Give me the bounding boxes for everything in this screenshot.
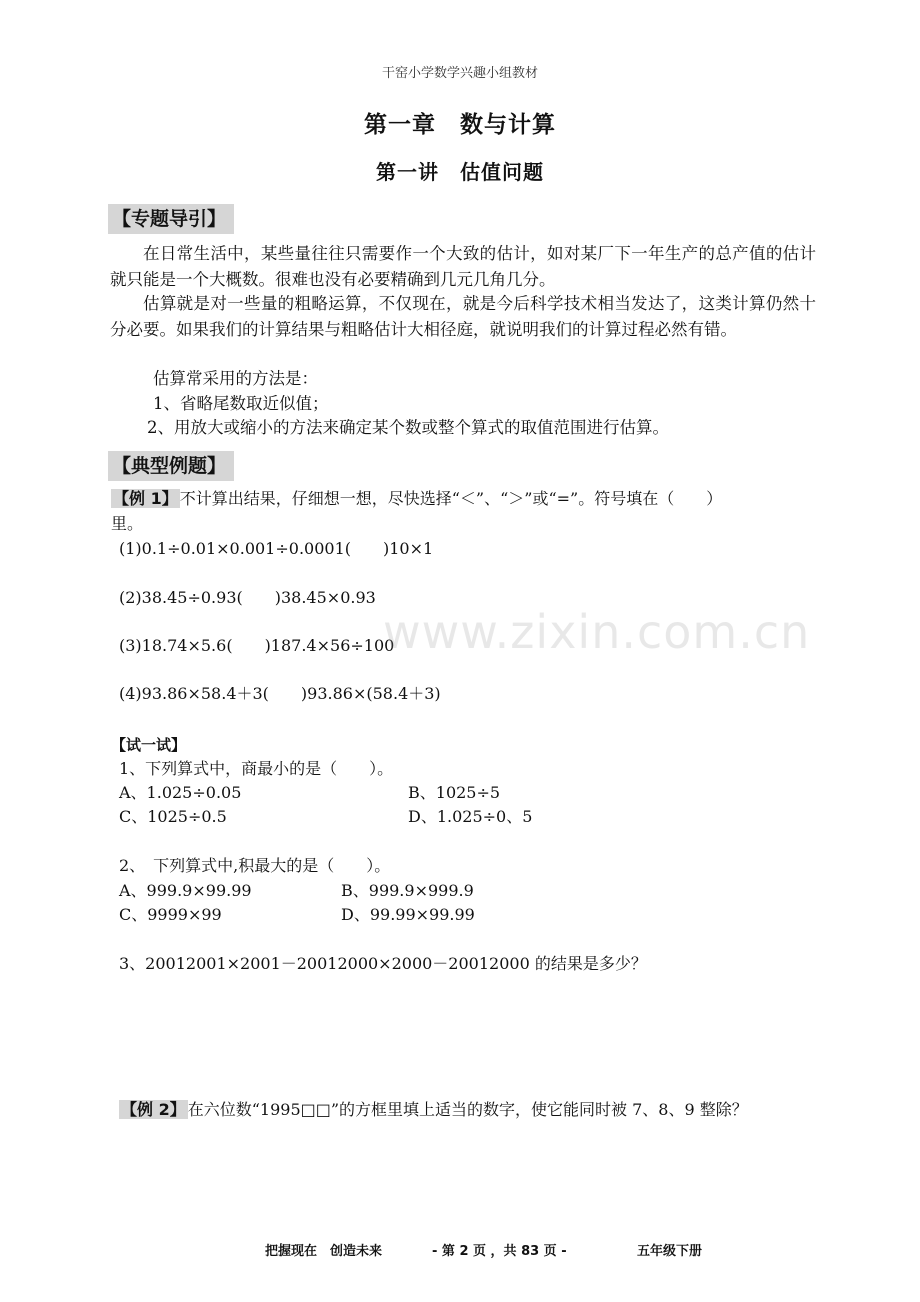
try-q2-option-c: C、9999×99: [119, 905, 222, 924]
intro-paragraph-3: 估算常采用的方法是：: [153, 369, 318, 388]
example-1-item-4: (4)93.86×58.4＋3( )93.86×(58.4＋3): [119, 684, 441, 703]
try-q2-option-a: A、999.9×99.99: [119, 881, 252, 900]
method-item-2: 2、用放大或缩小的方法来确定某个数或整个算式的取值范围进行估算。: [147, 418, 669, 437]
try-q1-text: 1、下列算式中，商最小的是（ ）。: [119, 759, 394, 778]
example-2-label: 【例 2】: [121, 1100, 186, 1119]
watermark: www.zixin.com.cn: [383, 605, 811, 659]
footer-page-number: - 第 2 页 ，共 83 页 -: [432, 1244, 567, 1259]
section-heading-intro: 【专题导引】: [108, 204, 234, 234]
footer-grade: 五年级下册: [637, 1244, 703, 1259]
example-1-label: 【例 1】: [113, 489, 178, 508]
try-q2-option-b: B、999.9×999.9: [341, 881, 474, 900]
intro-paragraph-2: 估算就是对一些量的粗略运算，不仅现在，就是今后科学技术相当发达了，这类计算仍然十分必要。如果我们的计算结果与粗略估计大相径庭，就说明我们的计算过程必然有错。: [110, 294, 816, 339]
example-1-line: [111, 488, 722, 510]
example-1-text-cont: 里。: [111, 514, 144, 533]
example-2-line: [119, 1099, 748, 1121]
example-1-text: 不计算出结果，仔细想一想，尽快选择“＜”、“＞”或“=”。符号填在（ ）: [179, 489, 723, 508]
example-2-text: 在六位数“1995□□”的方框里填上适当的数字，使它能同时被 7、8、9 整除？: [187, 1100, 748, 1119]
example-1-item-2: (2)38.45÷0.93( )38.45×0.93: [119, 588, 376, 607]
page-header: 干窑小学数学兴趣小组教材: [381, 66, 538, 81]
section-heading-examples: 【典型例题】: [108, 451, 234, 481]
method-item-1: 1、省略尾数取近似值；: [153, 394, 329, 413]
try-q2-option-d: D、99.99×99.99: [341, 905, 475, 924]
try-q3-text: 3、20012001×2001－20012000×2000－20012000 的结果是多少？: [119, 954, 647, 973]
lecture-title: 第一讲 估值问题: [376, 160, 544, 184]
try-q1-option-d: D、1.025÷0、5: [408, 807, 533, 826]
footer-slogan: 把握现在 创造未来: [265, 1244, 383, 1259]
example-1-item-3: (3)18.74×5.6( )187.4×56÷100: [119, 636, 395, 655]
try-q1-option-c: C、1025÷0.5: [119, 807, 227, 826]
try-heading: 【试一试】: [111, 736, 187, 754]
chapter-title: 第一章 数与计算: [364, 111, 556, 138]
example-1-item-1: (1)0.1÷0.01×0.001÷0.0001( )10×1: [119, 539, 434, 558]
try-q1-option-b: B、1025÷5: [408, 783, 501, 802]
intro-paragraph-1: 在日常生活中，某些量往往只需要作一个大致的估计，如对某厂下一年生产的总产值的估计就只能是一个大概数。很难也没有必要精确到几元几角几分。: [110, 244, 816, 289]
try-q1-option-a: A、1.025÷0.05: [119, 783, 242, 802]
try-q2-text: 2、 下列算式中,积最大的是（ ）。: [119, 856, 391, 875]
